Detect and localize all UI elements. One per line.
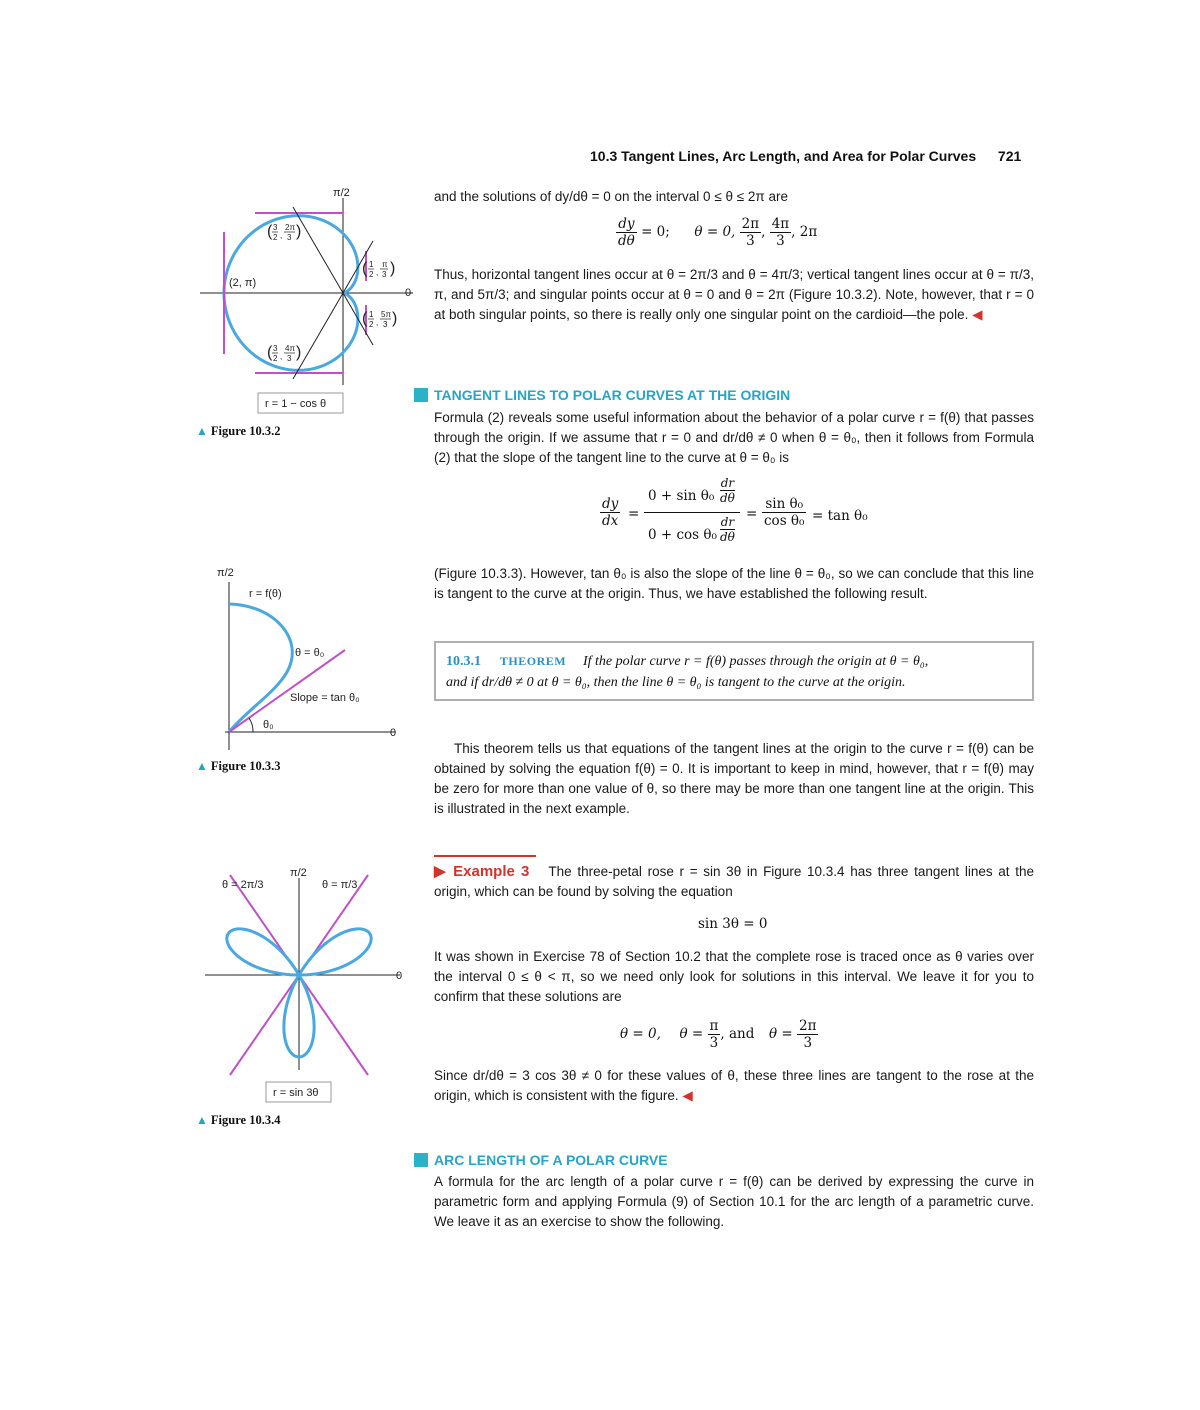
fig2-pbl-c: 4π	[285, 344, 295, 353]
fig2-ptr-comma: ,	[376, 268, 379, 277]
sol-a: θ = 0,	[620, 1026, 661, 1042]
example-paragraph: It was shown in Exercise 78 of Section 10.2 that the complete rose is traced once as θ varies over the interval 0 ≤ θ < π, so we need only look for solutions in this interval. We leave it for you to confirm that these solutions are	[434, 949, 1034, 1004]
example-title: Example 3	[453, 863, 530, 880]
fig2-ptl-rparen: )	[296, 223, 302, 240]
eq2-mid-num: 0 + sin θ₀	[648, 488, 715, 504]
section-heading-arc-length	[414, 1152, 1034, 1168]
example-equation: sin 3θ = 0	[698, 916, 768, 932]
figure-10-3-3	[195, 560, 420, 760]
fig2-pbr-b: 2	[369, 320, 374, 329]
fig2-ptr-d: 3	[382, 270, 387, 279]
fig2-ptl-d: 3	[287, 233, 292, 242]
fig2-pbr-lparen: (	[362, 310, 368, 327]
eq2-r-den: cos θ₀	[764, 513, 805, 529]
figure-10-3-2-caption	[196, 424, 280, 439]
fig2-pbr-a: 1	[369, 310, 374, 319]
sol-c-den: 3	[803, 1035, 813, 1051]
fig2-equation: r = 1 − cos θ	[265, 398, 327, 410]
paragraph-figure-ref: (Figure 10.3.3). However, tan θ₀ is also the slope of the line θ = θ₀, so we can conclude that this line is tangent to the curve at the origin. Thus, we have established the following result.	[434, 566, 1034, 601]
page-number: 721	[997, 148, 1022, 164]
eq2-mid-den: 0 + cos θ₀	[648, 527, 717, 543]
fig4-label-top: π/2	[290, 867, 307, 879]
fig2-pbl-b: 2	[273, 354, 278, 363]
fig2-pbl-rparen: )	[296, 344, 302, 361]
sol-b: θ =	[679, 1026, 704, 1042]
section1-title: TANGENT LINES TO POLAR CURVES AT THE ORIGIN	[434, 387, 791, 403]
fig2-point-bottom-right	[362, 310, 397, 329]
example-end-marker: ◀	[682, 1088, 693, 1103]
fig2-pbl-comma: ,	[280, 352, 283, 361]
fig2-pbr-rparen: )	[392, 310, 398, 327]
paragraph-formula-2: Formula (2) reveals some useful information about the behavior of a polar curve r = f(θ) that passes through the origin. If we assume that r = 0 and dr/dθ ≠ 0 when θ = θ₀, then it follows from Formula (2) that the slope of the tangent line to the curve at θ = θ₀ is	[434, 410, 1034, 465]
fig2-pbr-c: 5π	[381, 310, 391, 319]
eq1-theta: θ = 0,	[694, 224, 736, 240]
fig2-ptl-comma: ,	[280, 231, 283, 240]
example-solutions	[620, 1018, 880, 1051]
running-title: 10.3 Tangent Lines, Arc Length, and Area for Polar Curves	[590, 148, 977, 164]
end-marker: ◀	[972, 307, 983, 322]
fig3-line-label: θ = θ₀	[295, 647, 325, 659]
caption-triangle-icon: ▲	[196, 759, 208, 773]
fig2-ptr-b: 2	[369, 270, 374, 279]
fig2-ptl-a: 3	[273, 223, 278, 232]
figure-10-3-3-caption	[196, 759, 280, 774]
intro-line: and the solutions of dy/dθ = 0 on the interval 0 ≤ θ ≤ 2π are	[434, 189, 788, 204]
eq1-f2-den: 3	[776, 233, 785, 249]
fig3-slope-label: Slope = tan θ₀	[290, 692, 360, 704]
fig2-point-top-left	[267, 223, 301, 242]
eq1-f2-num: 4π	[771, 216, 790, 232]
paragraph-horizontal-tangents	[434, 265, 1034, 325]
sol-b-den: 3	[709, 1035, 719, 1051]
example-rule	[434, 855, 536, 857]
theorem-number: 10.3.1	[446, 654, 481, 669]
running-header	[590, 148, 1030, 164]
eq2-mid-num-dr: dr	[720, 476, 735, 490]
fig2-ptr-lparen: (	[362, 260, 368, 277]
section2-title: ARC LENGTH OF A POLAR CURVE	[434, 1152, 668, 1168]
eq2-mid-den-dr: dr	[720, 515, 735, 529]
theorem-line2: and if dr/dθ ≠ 0 at θ = θ₀, then the line θ = θ₀ is tangent to the curve at the origin.	[446, 675, 906, 690]
eq2-lhs-den: dx	[602, 513, 619, 529]
eq1-f1-den: 3	[746, 233, 755, 249]
figure-10-3-4-caption	[196, 1113, 280, 1128]
fig2-point-left: (2, π)	[229, 277, 257, 289]
figure-10-3-4	[200, 860, 415, 1110]
section-square-icon	[414, 1153, 428, 1167]
eq2-result: = tan θ₀	[812, 508, 868, 524]
eq2-r-num: sin θ₀	[762, 496, 806, 513]
sol-b-num: π	[709, 1018, 719, 1034]
fig2-pbl-lparen: (	[267, 344, 273, 361]
eq1-lhs-num: dy	[616, 216, 637, 233]
fig4-left-line-label: θ = 2π/3	[222, 879, 264, 891]
fig4-label-right: 0	[396, 970, 403, 982]
fig2-caption-text: Figure 10.3.2	[210, 424, 281, 438]
figure-10-3-2	[195, 180, 420, 420]
fig3-caption-text: Figure 10.3.3	[210, 759, 281, 773]
fig2-pbl-a: 3	[273, 344, 278, 353]
fig3-label-top: π/2	[217, 567, 234, 579]
example-closing	[434, 1066, 1034, 1106]
caption-triangle-icon: ▲	[196, 424, 208, 438]
caption-triangle-icon: ▲	[196, 1113, 208, 1127]
fig3-angle-arc	[249, 718, 253, 732]
fig2-point-bottom-left	[267, 344, 301, 363]
paragraph-arc-length: A formula for the arc length of a polar curve r = f(θ) can be derived by expressing the curve in parametric form and applying Formula (9) of Section 10.1 for the arc length of a parametric curve. We leave it as an exercise to show the following.	[434, 1174, 1034, 1229]
fig2-pbr-d: 3	[383, 320, 388, 329]
fig2-ptr-c: π	[382, 260, 388, 269]
fig2-ptl-c: 2π	[285, 223, 295, 232]
sol-and: , and	[720, 1026, 755, 1042]
eq2-mid-num-dtheta: dθ	[720, 491, 735, 505]
eq1-eq-zero: = 0;	[641, 224, 670, 240]
sol-c-num: 2π	[799, 1018, 817, 1034]
fig2-ptr-a: 1	[369, 260, 374, 269]
sol-c: θ =	[768, 1026, 793, 1042]
theorem-word: THEOREM	[499, 654, 567, 668]
fig4-equation: r = sin 3θ	[273, 1087, 319, 1099]
fig3-tangent-line	[229, 650, 345, 732]
equation-dy-dtheta: $\frac{dy}{d\theta}$ = 0; θ = 0, $\frac{2\pi}{3}$ , $\frac{4\pi}{3}$ , 2π	[618, 216, 818, 249]
para1-text: Thus, horizontal tangent lines occur at θ = 2π/3 and θ = 4π/3; vertical tangent lines occur at θ = π/3, π, and 5π/3; and singular points occur at θ = 0 and θ = 2π (Figure 10.3.2). Note, however, that r = 0 at both singular points, so there is really only one singular point on the cardioid—the pole.	[434, 267, 1034, 322]
paragraph-theorem-usage: This theorem tells us that equations of the tangent lines at the origin to the curve r = f(θ) can be obtained by solving the equation f(θ) = 0. It is important to keep in mind, however, that r = f(θ) may be zero for more than one value of θ, so there may be more than one tangent line at the origin. This is illustrated in the next example.	[434, 741, 1034, 816]
fig2-ptl-b: 2	[273, 233, 278, 242]
example-closing-text: Since dr/dθ = 3 cos 3θ ≠ 0 for these values of θ, these three lines are tangent to the rose at the origin, which is consistent with the figure.	[434, 1068, 1034, 1103]
example-marker-icon: ▶	[434, 863, 448, 880]
fig3-label-right: 0	[390, 727, 397, 739]
section-heading-tangent-origin	[414, 387, 1034, 403]
eq1-f1-num: 2π	[741, 216, 760, 232]
fig2-ptr-rparen: )	[390, 260, 396, 277]
fig2-pbr-comma: ,	[376, 318, 379, 327]
example-3	[434, 862, 1034, 902]
eq2-mid-den-dtheta: dθ	[720, 530, 735, 544]
eq1-lhs-den: dθ	[618, 233, 635, 249]
equation-slope: $\frac{dy}{dx}$ = 0 + sin θ₀ dr dθ 0 + cos θ₀ dr dθ = $\frac{\text{sin θ₀}}{\text{cos θ₀}}$ = tan θ₀	[602, 476, 868, 544]
theorem-box	[434, 641, 1034, 701]
fig3-curve-label: r = f(θ)	[249, 588, 282, 600]
eq1-last: 2π	[799, 224, 818, 240]
example-text: The three-petal rose r = sin 3θ in Figure 10.3.4 has three tangent lines at the origin, which can be found by solving the equation	[434, 864, 1034, 899]
fig2-label-top: π/2	[333, 187, 350, 199]
fig2-point-top-right	[362, 260, 395, 279]
fig4-right-line-label: θ = π/3	[322, 879, 358, 891]
fig2-ptl-lparen: (	[267, 223, 273, 240]
fig2-label-right: 0	[405, 287, 412, 299]
fig4-caption-text: Figure 10.3.4	[210, 1113, 281, 1127]
fig3-curve	[229, 604, 292, 732]
eq2-lhs-num: dy	[602, 496, 619, 512]
theorem-line1: If the polar curve r = f(θ) passes through the origin at θ = θ₀,	[582, 654, 929, 669]
fig3-angle-label: θ₀	[263, 719, 274, 731]
fig2-pbl-d: 3	[287, 354, 292, 363]
